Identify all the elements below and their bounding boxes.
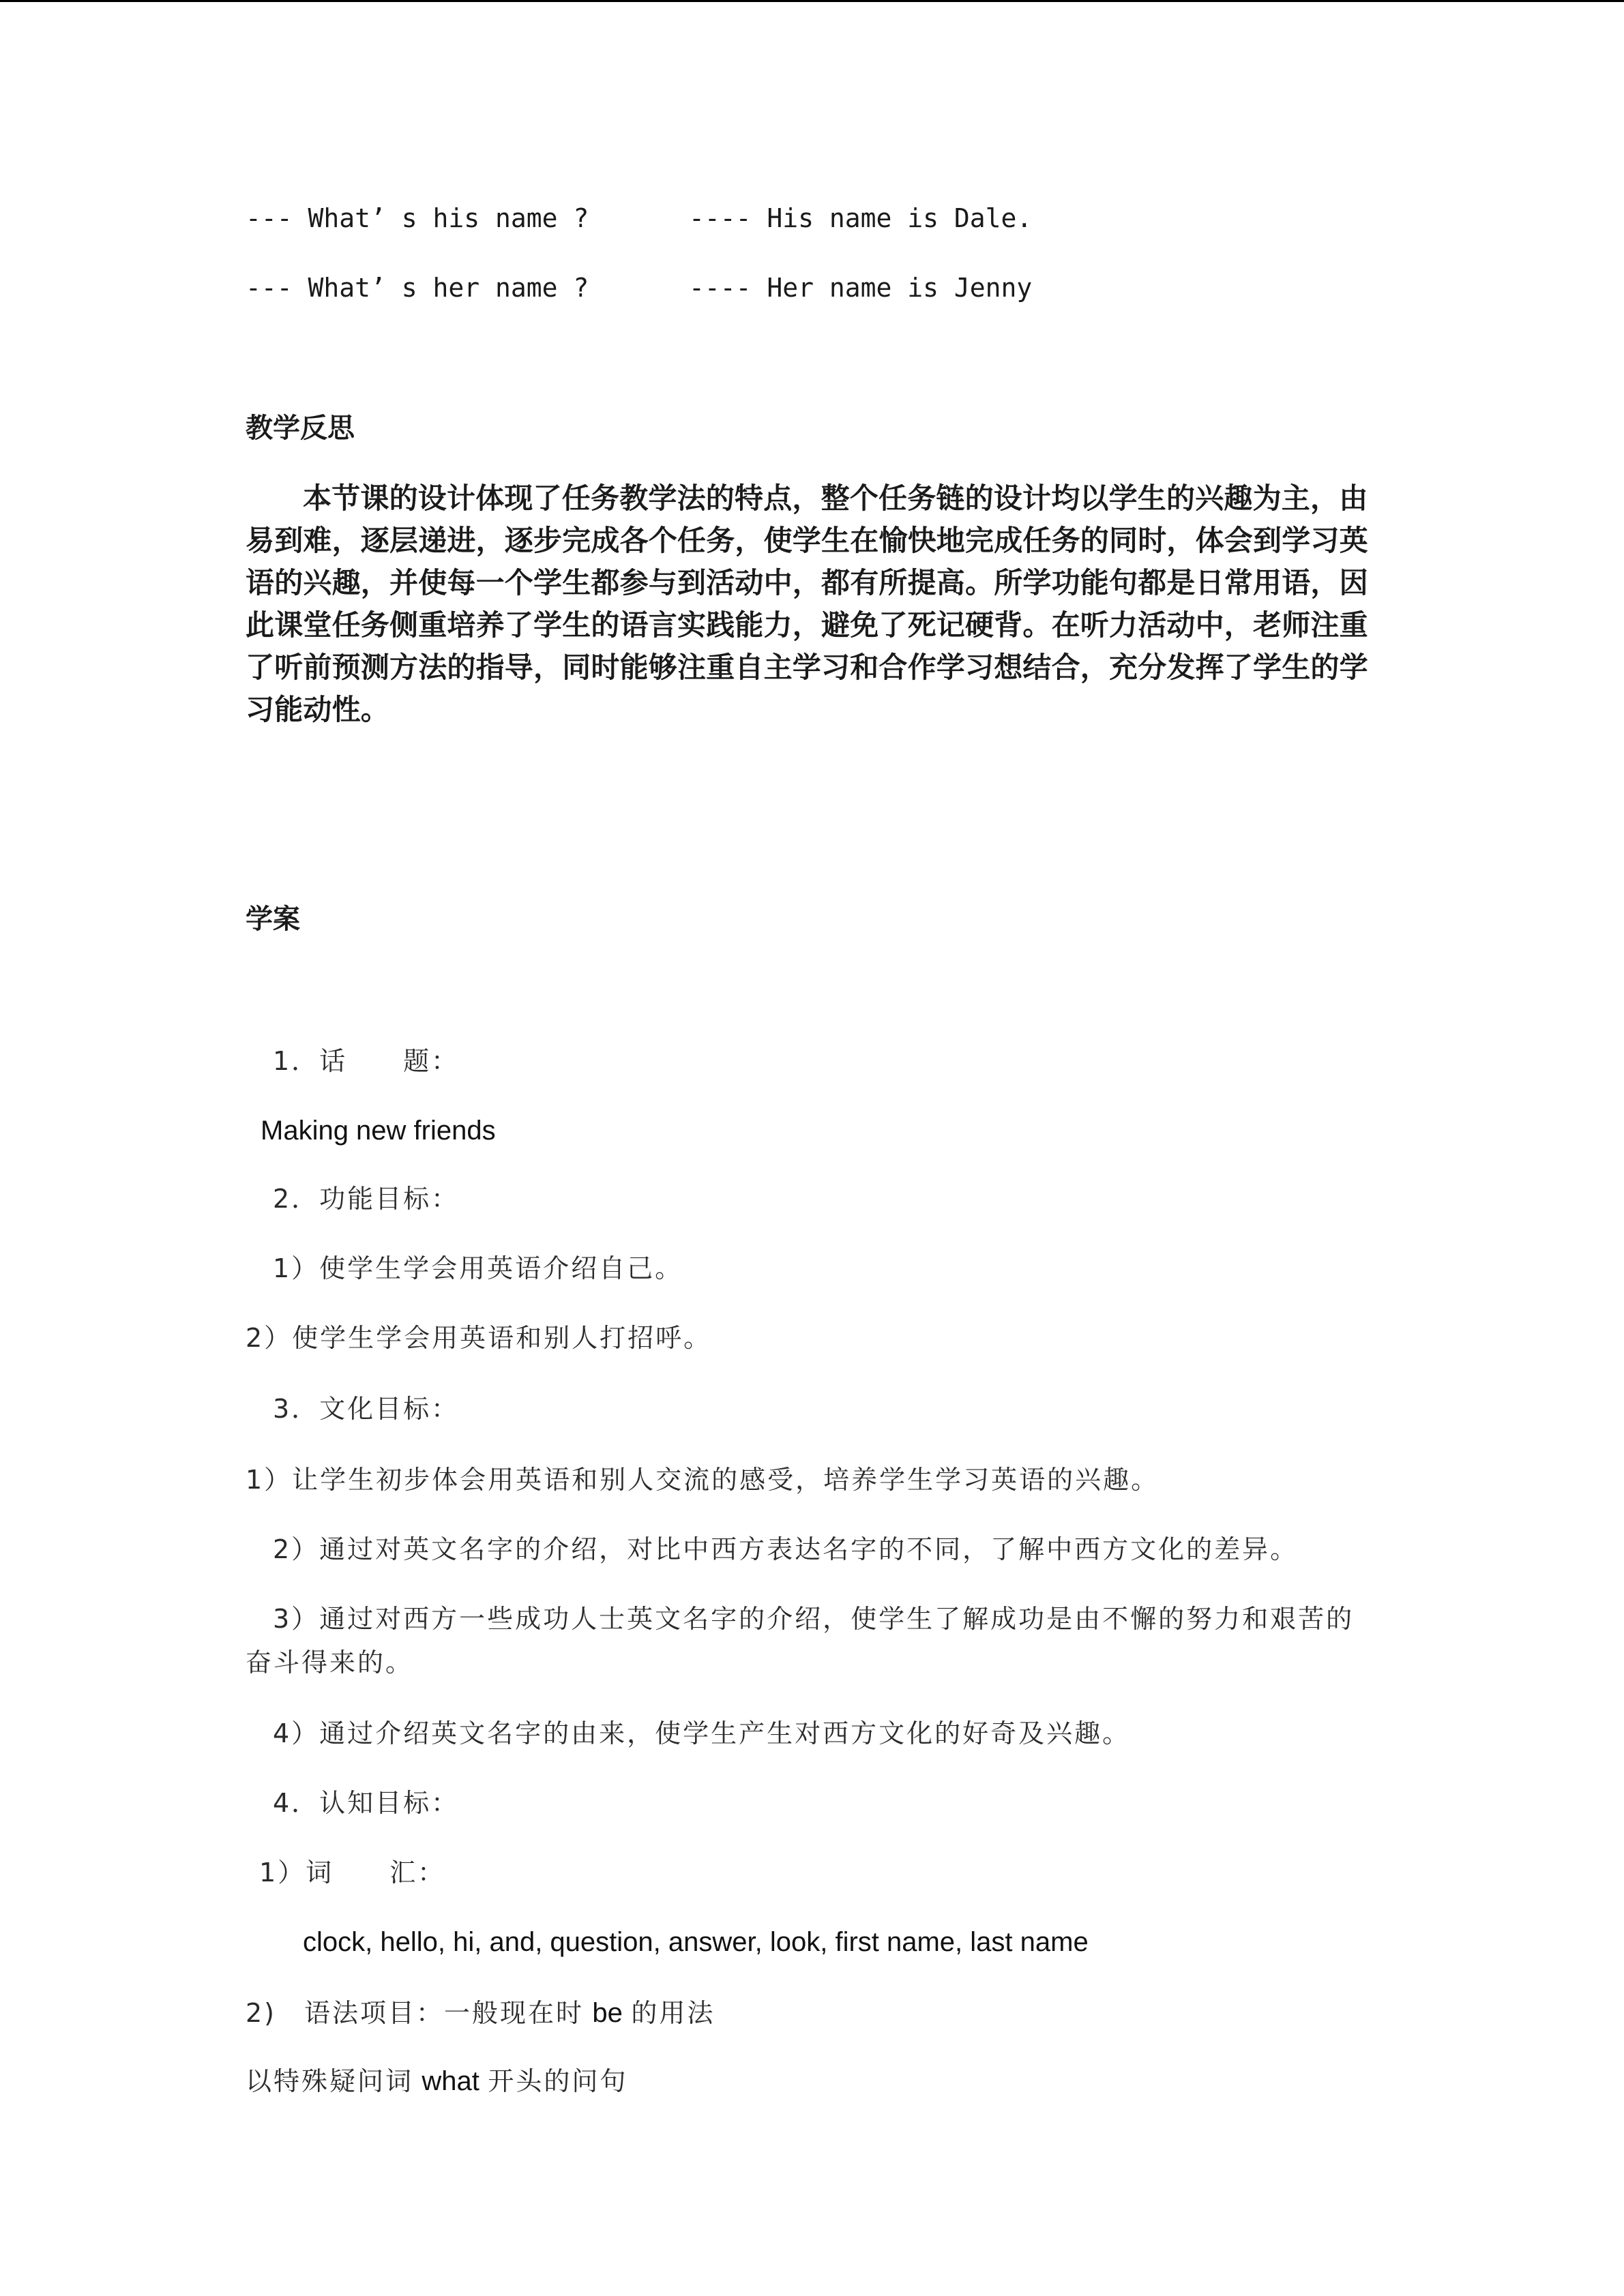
culture-goals-label: 3．文化目标：: [273, 1394, 460, 1424]
reflection-line: 习能动性。: [246, 693, 390, 726]
function-goal-item: 2）使学生学会用英语和别人打招呼。: [246, 1323, 712, 1353]
culture-goal-item: 3）通过对西方一些成功人士英文名字的介绍，使学生了解成功是由不懈的努力和艰苦的: [273, 1604, 1355, 1634]
dialogue-answer-1: ---- His name is Dale.: [689, 203, 1033, 233]
dialogue-question-2: --- What’ s her name ?: [246, 273, 589, 303]
cognitive-goals-label: 4．认知目标：: [273, 1788, 460, 1818]
grammar-question-suffix: 开头的问句: [488, 2066, 628, 2096]
grammar-question-what: what: [422, 2066, 479, 2096]
vocabulary-label: 1）词 汇：: [259, 1858, 446, 1888]
dialogue-question-1: --- What’ s his name ?: [246, 203, 589, 233]
reflection-line: 语的兴趣，并使每一个学生都参与到活动中，都有所提高。所学功能句都是日常用语，因: [246, 566, 1368, 599]
reflection-line: 此课堂任务侧重培养了学生的语言实践能力，避免了死记硬背。在听力活动中，老师注重: [246, 608, 1368, 642]
grammar-label: 2) 语法项目：一般现在时: [246, 1998, 585, 2028]
grammar-question-prefix: 以特殊疑问词: [246, 2066, 414, 2096]
study-plan-heading: 学案: [246, 904, 300, 935]
vocabulary-list: clock, hello, hi, and, question, answer, look, first name, last name: [303, 1927, 1089, 1957]
grammar-be: be: [592, 1998, 623, 2028]
reflection-line: 本节课的设计体现了任务教学法的特点，整个任务链的设计均以学生的兴趣为主，由: [303, 481, 1368, 515]
culture-goal-item: 1）让学生初步体会用英语和别人交流的感受，培养学生学习英语的兴趣。: [246, 1465, 1160, 1495]
topic-value: Making new friends: [261, 1116, 496, 1146]
culture-goal-item: 4）通过介绍英文名字的由来，使学生产生对西方文化的好奇及兴趣。: [273, 1718, 1131, 1748]
culture-goal-item: 2）通过对英文名字的介绍，对比中西方表达名字的不同，了解中西方文化的差异。: [273, 1534, 1299, 1564]
grammar-question-item: [246, 2066, 628, 2097]
reflection-heading: 教学反思: [246, 413, 355, 444]
reflection-line: 易到难，逐层递进，逐步完成各个任务，使学生在愉快地完成任务的同时，体会到学习英: [246, 524, 1368, 557]
grammar-item: [246, 1998, 715, 2029]
reflection-paragraph: [246, 477, 1368, 731]
topic-label: 1．话 题：: [273, 1046, 460, 1076]
reflection-line: 了听前预测方法的指导，同时能够注重自主学习和合作学习想结合，充分发挥了学生的学: [246, 651, 1368, 684]
function-goal-item: 1）使学生学会用英语介绍自己。: [273, 1253, 683, 1283]
function-goals-label: 2．功能目标：: [273, 1184, 460, 1214]
culture-goal-item-continued: 奋斗得来的。: [246, 1648, 414, 1678]
grammar-suffix: 的用法: [631, 1998, 715, 2028]
dialogue-answer-2: ---- Her name is Jenny: [689, 273, 1033, 303]
